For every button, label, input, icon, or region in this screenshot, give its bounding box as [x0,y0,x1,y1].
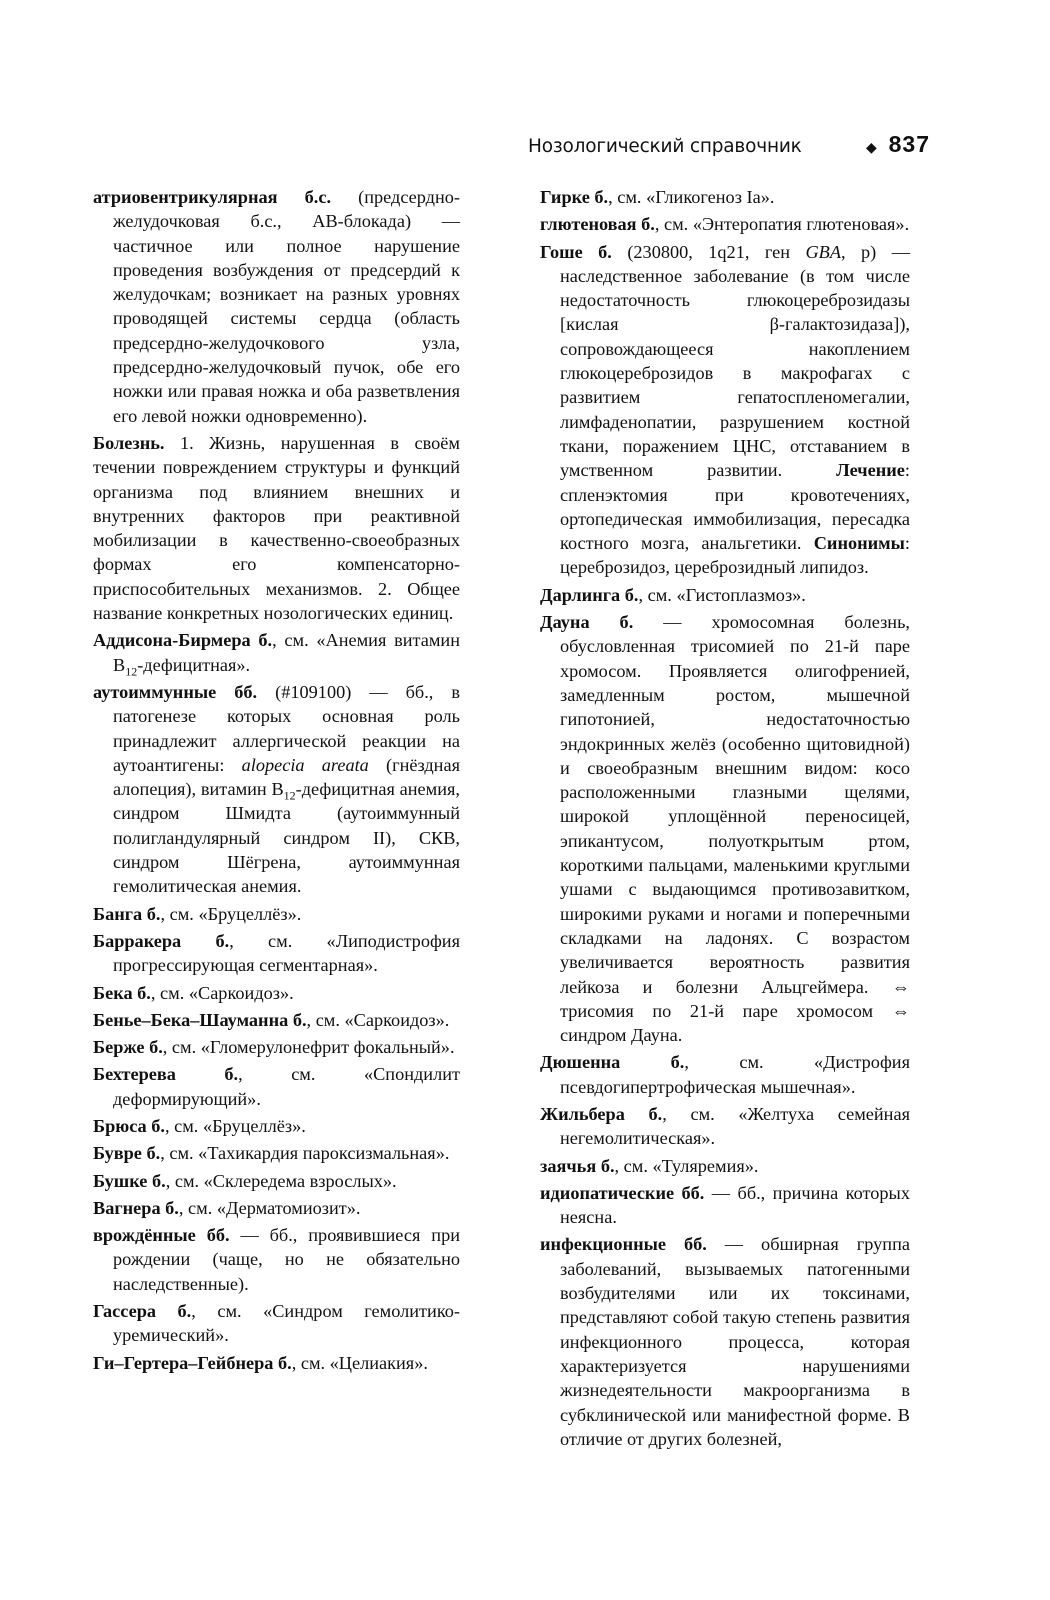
headword: Дюшенна б. [540,1052,685,1073]
definition: , см. «Спондилит деформирующий». [113,1064,460,1109]
definition: , см. «Анемия витамин В [113,630,460,675]
definition: , см. «Энтеропатия глютеновая». [654,214,910,235]
entry-darling [540,583,910,607]
headword: глютеновая б. [540,214,655,235]
headword: аутоиммунные бб. [93,681,258,702]
dictionary-entry [93,1062,460,1111]
entry-addison-birmer [93,628,460,677]
treatment-heading: Лечение [836,460,905,481]
headword: инфекционные бб. [540,1234,707,1255]
definition: , см. «Саркоидоз». [150,982,294,1003]
definition: , см. «Бруцеллёз». [160,903,302,924]
definition: , см. «Дерматомиозит». [178,1197,361,1218]
headword: Ги–Гертера–Гейбнера б. [93,1352,292,1373]
subscript: 12 [125,664,138,679]
headword: Вагнера б. [93,1197,179,1218]
definition: (230800, 1q21, ген [611,241,806,262]
synonyms-heading: Синонимы [813,533,905,554]
dictionary-entry [93,1351,460,1375]
headword: Дауна б. [540,612,634,633]
definition: , см. «Целиакия». [291,1352,428,1373]
dictionary-entry [93,1008,460,1032]
dictionary-entry [540,185,910,209]
headword: Берже б. [93,1037,163,1058]
dictionary-entry [540,1181,910,1230]
dictionary-entry [540,1050,910,1099]
definition: , см. «Бруцеллёз». [164,1115,306,1136]
headword: Банга б. [93,903,161,924]
entry-atrioventricular [93,185,460,428]
definition: — бб., причина которых неясна. [560,1182,910,1228]
headword: Бенье–Бека–Шауманна б. [93,1009,307,1030]
dictionary-entry [93,1035,460,1059]
right-column [540,185,910,1454]
dictionary-entry [93,1223,460,1296]
definition: , см. «Гликогеноз Iа». [608,187,775,207]
headword: атриовентрикулярная б.с. [93,187,332,207]
definition: , см. «Желтуха семейная негемолитическая». [560,1103,910,1149]
definition: , см. «Склередема взрослых». [165,1170,397,1191]
headword: Брюса б. [93,1115,165,1136]
headword: заячья б. [540,1155,615,1176]
definition: , см. «Синдром гемолитико-уремический». [113,1301,461,1346]
definition: , см. «Саркоидоз». [306,1009,450,1030]
headword: Гоше б. [540,241,612,262]
definition: (#109100) — бб., в патогенезе которых основная роль принадлежит аллергической реакции на аутоантигены: [113,681,461,775]
headword: Жильбера б. [540,1103,663,1124]
dictionary-entry [93,981,460,1005]
dictionary-entry [93,1114,460,1138]
subscript: 12 [283,788,296,803]
running-head-title: Нозологический справочник [528,136,802,157]
headword: Бехтерева б. [93,1064,239,1085]
dictionary-entry [93,1141,460,1165]
treatment-text: : спленэктомия при кровотечениях, ортопедическая иммобилизация, пересадка костного мозга, анальгетики. [560,460,910,554]
definition: , см. «Гистоплазмоз». [638,584,806,605]
definition: -дефицитная». [137,654,251,675]
headword: идиопатические бб. [540,1182,705,1203]
headword: Бушке б. [93,1170,166,1191]
entry-autoimmune [93,680,460,899]
headword: Бека б. [93,982,151,1003]
headword: Дарлинга б. [540,584,639,605]
definition: , см. «Гломерулонефрит фокальный». [162,1037,455,1058]
headword: Гассера б. [93,1301,192,1322]
definition: , см. «Липодистрофия прогрессирующая сегментарная». [113,930,460,976]
diamond-icon: ◆ [866,140,877,156]
definition: , см. «Дистрофия псевдогипертрофическая мышечная». [560,1052,910,1097]
dictionary-entry [540,212,910,236]
definition: — бб., проявившиеся при рождении (чаще, но не обязательно наследственные). [113,1225,460,1294]
synonyms-text: : цереброзидоз, цереброзидный липидоз. [560,533,910,578]
dictionary-entry [540,1154,910,1178]
headword: Бувре б. [93,1143,161,1164]
definition: , см. «Тахикардия пароксизмальная». [160,1143,450,1164]
dictionary-entry [93,1169,460,1193]
dictionary-entry [93,929,460,978]
entry-bolezn [93,431,460,625]
gene-name: GBA [805,241,842,262]
definition: -дефицитная анемия, синдром Шмидта (аутоиммунный полигландулярный синдром II), СКВ, синдром Шёгрена, аутоиммунная гемолитическая анемия. [113,779,460,897]
dictionary-entry [540,1102,910,1151]
definition: (предсердно-желудочковая б.с., АВ-блокада) — частичное или полное нарушение проведения возбуждения от предсердий к желудочкам; возникает на разных уровнях проводящей системы сердца (область предсердно-желудочкового узла, предсердно-желудочковый пучок, обе его ножки или правая ножка и оба разветвления его левой ножки одновременно). [113,187,460,426]
page-number: 837 [888,131,930,157]
dictionary-entry [540,1232,910,1451]
running-head [528,131,930,158]
definition: — обширная группа заболеваний, вызываемых патогенными возбудителями или их токсинами, представляют собой такую степень развития инфекционного процесса, которая характеризуется нарушениями жизнедеятельности макроорганизма в субклинической или манифестной форме. В отличие от других болезней, [560,1234,910,1449]
headword: Аддисона-Бирмера б. [93,630,273,651]
entry-down [540,610,910,1047]
dictionary-entry [93,1196,460,1220]
entry-gaucher [540,240,910,580]
latin-term: alopecia areata [241,754,369,775]
headword: Барракера б. [93,930,230,951]
definition: 1. Жизнь, нарушенная в своём течении повреждением структуры и функций организма под влиянием внешних и внутренних факторов при реактивной мобилизации в качественно-своеобразных формах его компенсаторно-приспособительных механизмов. 2. Общее название конкретных нозологических единиц. [93,432,460,624]
definition: , см. «Туляремия». [614,1155,759,1176]
left-column [93,185,460,1378]
headword: врождённые бб. [93,1225,230,1246]
dictionary-entry [93,902,460,926]
headword: Гирке б. [540,187,609,207]
dictionary-entry [93,1299,460,1348]
definition: (гнёздная алопеция), витамин В [113,754,460,800]
definition: , р) — наследственное заболевание (в том числе недостаточность глюкоцереброзидазы [кислая β-галактозидаза]), сопровождающееся накоплением глюкоцереброзидов в макрофагах с развитием гепатоспленомегалии, лимфаденопатии, разрушением костной ткани, поражением ЦНС, отставанием в умственном развитии. [560,241,910,481]
definition: — хромосомная болезнь, обусловленная трисомией по 21-й паре хромосом. Проявляется олигофренией, замедленным ростом, мышечной гипотонией, недостаточностью эндокринных желёз (особенно щитовидной) и своеобразным внешним видом: косо расположенными глазными щелями, широкой уплощённой переносицей, эпикантусом, полуоткрытым ртом, короткими пальцами, маленькими круглыми ушами с выдающимся противозавитком, широкими руками и ногами и поперечными складками на ладонях. С возрастом увеличивается вероятность развития лейкоза и болезни Альцгеймера. ⇔ трисомия по 21-й паре хромосом ⇔ синдром Дауна. [560,612,910,1046]
headword: Болезнь. [93,432,165,453]
